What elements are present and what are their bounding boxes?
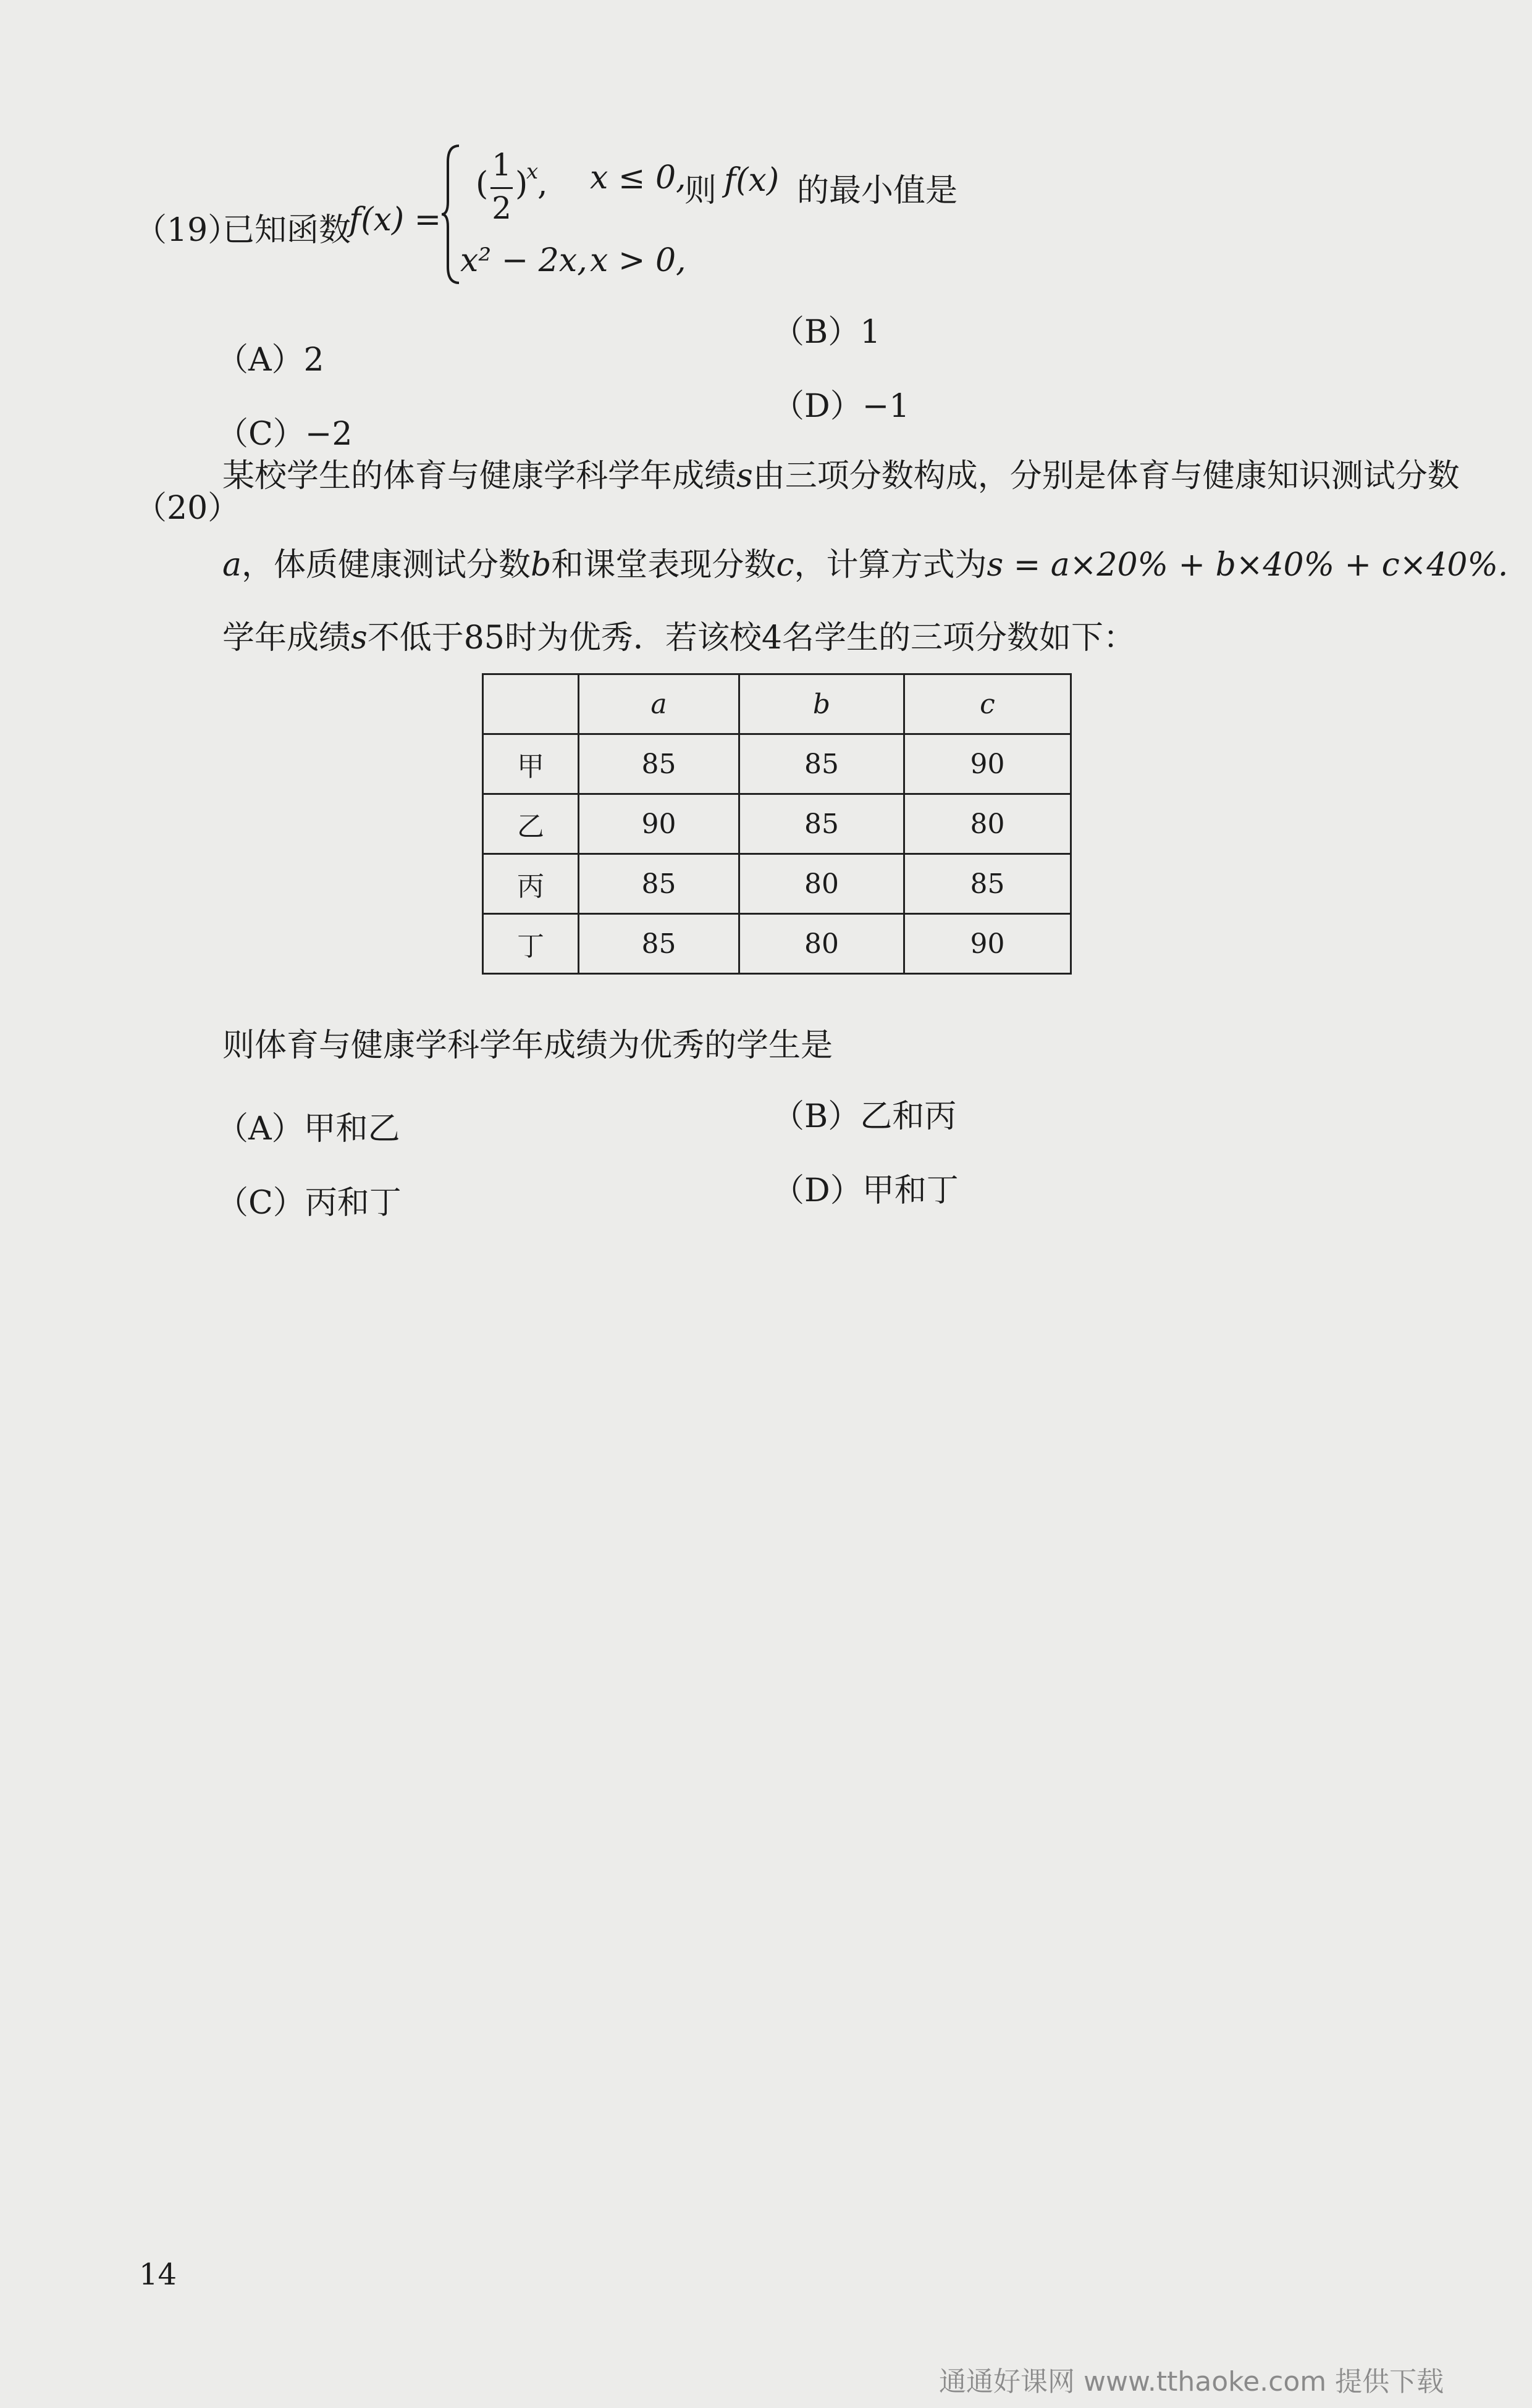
piecewise-brace bbox=[440, 143, 461, 285]
table-cell: 甲 bbox=[483, 734, 579, 794]
q20-line-2 bbox=[222, 539, 1508, 585]
table-cell: 乙 bbox=[483, 794, 579, 854]
q20-line1-text: 某校学生的体育与健康学科学年成绩 bbox=[222, 458, 737, 495]
q19-stem-then: 则 bbox=[684, 172, 717, 209]
table-header-cell: c bbox=[904, 674, 1071, 734]
q20-line3-b: 不低于85时为优秀．若该校4名学生的三项分数如下： bbox=[367, 619, 1135, 657]
table-cell: 80 bbox=[739, 914, 904, 974]
score-table bbox=[482, 673, 1072, 975]
q19-option-c: （C）−2 bbox=[216, 416, 353, 453]
table-header-cell bbox=[483, 674, 579, 734]
score-formula: s = a×20% + b×40% + c×40%. bbox=[987, 547, 1509, 584]
q20-number: （20） bbox=[135, 490, 240, 527]
table-cell: 丙 bbox=[483, 854, 579, 914]
case2-expression: x² − 2x, bbox=[460, 242, 587, 279]
q20-line1-tail: 由三项分数构成，分别是体育与健康知识测试分数 bbox=[752, 458, 1460, 495]
table-row bbox=[483, 794, 1071, 854]
q20-option-a: （A）甲和乙 bbox=[216, 1110, 400, 1147]
table-cell: 90 bbox=[579, 794, 739, 854]
table-row bbox=[483, 914, 1071, 974]
case1-paren-left: ( bbox=[476, 166, 489, 203]
table-cell: 85 bbox=[904, 854, 1071, 914]
table-cell: 85 bbox=[579, 854, 739, 914]
table-header-row bbox=[483, 674, 1071, 734]
q20-question: 则体育与健康学科学年成绩为优秀的学生是 bbox=[222, 1027, 833, 1064]
q20-line2-mid3: ，计算方式为 bbox=[794, 547, 987, 584]
q20-line2-mid: ，体质健康测试分数 bbox=[242, 547, 531, 584]
q19-stem-fx: f(x) bbox=[724, 162, 780, 199]
case2-condition: x > 0, bbox=[590, 242, 686, 279]
q19-number: （19） bbox=[135, 212, 240, 249]
table-cell: 85 bbox=[739, 734, 904, 794]
case1-condition: x ≤ 0, bbox=[590, 159, 686, 196]
q20-line-3 bbox=[222, 611, 1135, 658]
page-number: 14 bbox=[139, 2257, 177, 2292]
table-cell: 80 bbox=[739, 854, 904, 914]
q19-option-d: （D）−1 bbox=[772, 388, 910, 425]
table-cell: 85 bbox=[579, 914, 739, 974]
q20-line1-var: s bbox=[736, 458, 753, 495]
table-header-cell: b bbox=[739, 674, 904, 734]
case1-numerator: 1 bbox=[492, 147, 511, 183]
q19-func-lhs: f(x) = bbox=[349, 201, 442, 238]
q20-option-c: （C）丙和丁 bbox=[216, 1185, 402, 1222]
q20-option-b: （B）乙和丙 bbox=[772, 1098, 957, 1135]
case1-comma: , bbox=[537, 166, 548, 203]
table-row bbox=[483, 734, 1071, 794]
q20-line2-mid2: 和课堂表现分数 bbox=[551, 547, 777, 584]
table-row bbox=[483, 854, 1071, 914]
case1-paren-right: ) bbox=[515, 166, 528, 203]
q20-option-d: （D）甲和丁 bbox=[772, 1172, 959, 1209]
table-cell: 丁 bbox=[483, 914, 579, 974]
var-c: c bbox=[776, 547, 794, 584]
footer-watermark: 通通好课网 www.tthaoke.com 提供下载 bbox=[939, 2366, 1444, 2398]
table-header-cell: a bbox=[579, 674, 739, 734]
table-cell: 85 bbox=[579, 734, 739, 794]
q20-line3-var: s bbox=[351, 619, 368, 657]
var-b: b bbox=[531, 547, 552, 584]
q19-stem-prefix: 已知函数 bbox=[222, 212, 351, 249]
table-cell: 90 bbox=[904, 914, 1071, 974]
table-cell: 90 bbox=[904, 734, 1071, 794]
q20-line-1 bbox=[222, 450, 1460, 496]
q19-option-a: （A）2 bbox=[216, 342, 324, 379]
case1-exponent: x bbox=[526, 159, 539, 184]
q20-line3-a: 学年成绩 bbox=[222, 619, 351, 657]
table-cell: 85 bbox=[739, 794, 904, 854]
q19-option-b: （B）1 bbox=[772, 314, 881, 351]
var-a: a bbox=[222, 547, 242, 584]
table-cell: 80 bbox=[904, 794, 1071, 854]
case1-denominator: 2 bbox=[492, 190, 511, 226]
fraction-bar bbox=[490, 187, 513, 189]
q19-stem-suffix: 的最小值是 bbox=[797, 172, 958, 209]
